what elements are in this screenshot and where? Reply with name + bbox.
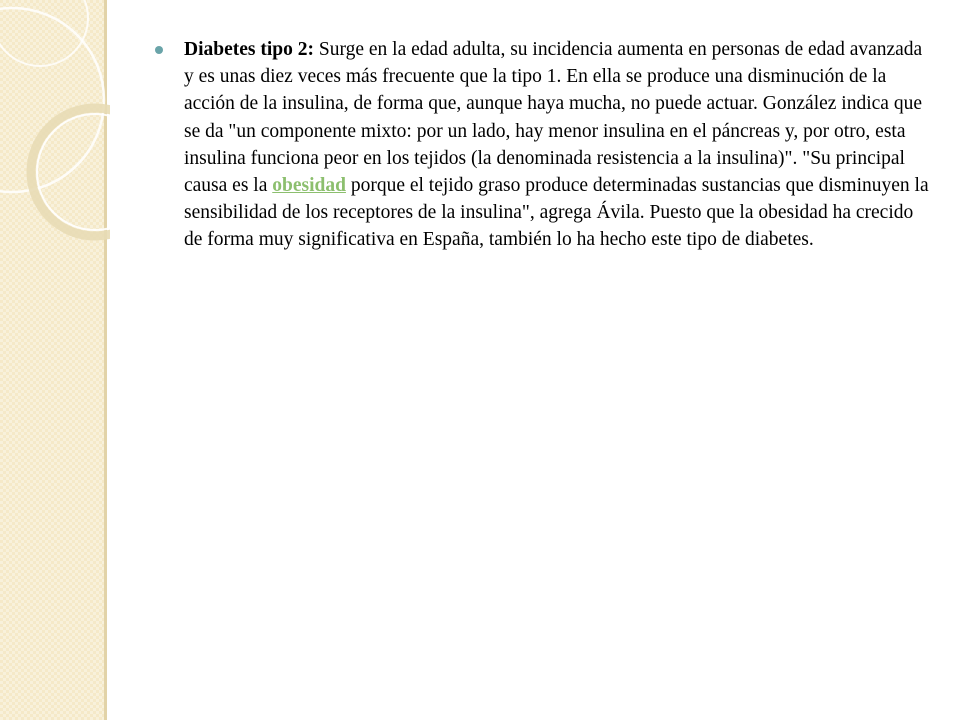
obesidad-link[interactable]: obesidad <box>272 175 346 197</box>
ring-large <box>0 8 104 192</box>
bullet-item <box>155 36 930 254</box>
bullet-dot-icon <box>155 46 163 54</box>
decorative-rings <box>0 0 110 320</box>
bullet-text-after-link: porque el tejido graso produce determinadas sustancias que disminuyen la sensibilidad de los receptores de la insulina", agrega Ávila. Puesto que la obesidad ha crecido de forma muy significativa en España, también lo ha hecho este tipo de diabetes. <box>184 175 929 251</box>
bullet-text-before-link: Surge en la edad adulta, su incidencia aumenta en personas de edad avanzada y es unas diez veces más frecuente que la tipo 1. En ella se produce una disminución de la acción de la insulina, de forma que, aunque haya mucha, no puede actuar. González indica que se da "un componente mixto: por un lado, hay menor insulina en el páncreas y, por otro, esta insulina funciona peor en los tejidos (la denominada resistencia a la insulina)". "Su principal causa es la <box>184 39 923 197</box>
slide-content <box>155 36 930 254</box>
bullet-term: Diabetes tipo 2: <box>184 39 314 60</box>
